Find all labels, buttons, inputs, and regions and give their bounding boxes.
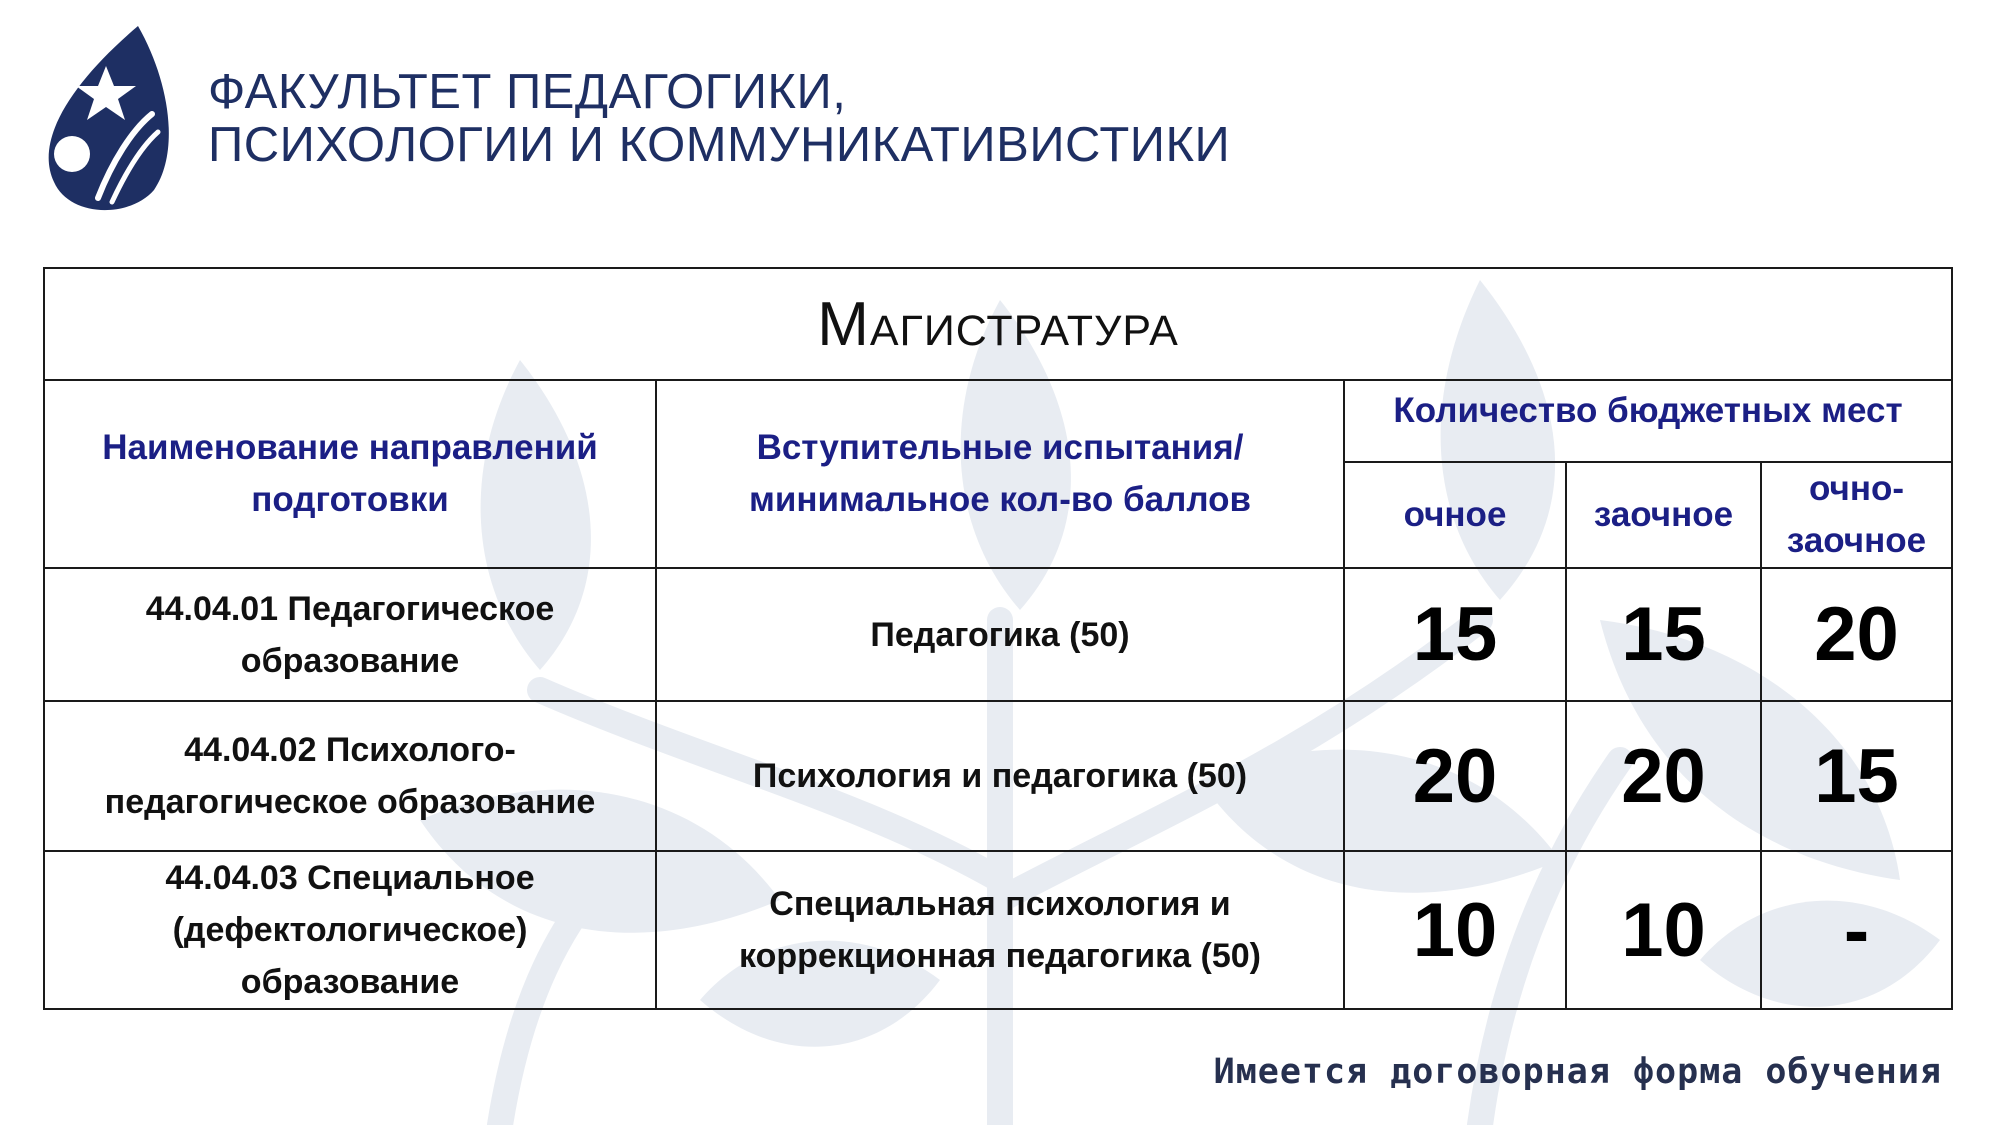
direction-line: (дефектологическое) (172, 911, 528, 949)
exams-cell (656, 851, 1344, 1009)
column-header-exams (656, 380, 1344, 568)
column-header-part-time (1566, 462, 1761, 568)
table-heading-cell (44, 268, 1952, 380)
mixed-seats: - (1761, 851, 1952, 1009)
faculty-title-line-2: ПСИХОЛОГИИ И КОММУНИКАТИВИСТИКИ (208, 118, 1231, 172)
column-header-part-time-label: заочное (1593, 495, 1734, 534)
column-header-exams-line-2: минимальное кол-во баллов (748, 480, 1251, 519)
column-header-budget-label: Количество бюджетных мест (1393, 391, 1903, 430)
table-row (44, 851, 1952, 1009)
faculty-title-line-1: ФАКУЛЬТЕТ ПЕДАГОГИКИ, (208, 65, 847, 119)
admission-table (43, 267, 1953, 1010)
full-time-seats: 15 (1344, 568, 1566, 701)
exams-line: Психология и педагогика (50) (752, 757, 1248, 795)
contract-form-note: Имеется договорная форма обучения (1213, 1052, 1942, 1092)
part-time-seats: 15 (1566, 568, 1761, 701)
full-time-seats: 20 (1344, 701, 1566, 851)
direction-cell (44, 701, 656, 851)
column-header-exams-line-1: Вступительные испытания/ (756, 428, 1244, 467)
table-row (44, 701, 1952, 851)
direction-line: 44.04.02 Психолого- (184, 731, 516, 769)
faculty-title (208, 66, 1230, 172)
column-header-full-time (1344, 462, 1566, 568)
column-header-budget (1344, 380, 1952, 462)
table-row (44, 568, 1952, 701)
direction-line: педагогическое образование (104, 783, 596, 821)
direction-line: образование (240, 963, 460, 1001)
exams-line: коррекционная педагогика (50) (739, 937, 1261, 975)
part-time-seats: 20 (1566, 701, 1761, 851)
direction-line: 44.04.03 Специальное (165, 859, 535, 897)
column-header-mixed (1761, 462, 1952, 568)
exams-line: Специальная психология и (769, 885, 1231, 923)
column-header-full-time-label: очное (1403, 495, 1507, 534)
column-header-direction-line-2: подготовки (251, 480, 449, 519)
direction-cell (44, 851, 656, 1009)
full-time-seats: 10 (1344, 851, 1566, 1009)
column-header-mixed-line-2: заочное (1786, 521, 1927, 560)
direction-line: 44.04.01 Педагогическое (145, 589, 555, 628)
direction-line: образование (240, 641, 460, 680)
column-header-direction-line-1: Наименование направлений (102, 428, 598, 467)
direction-cell (44, 568, 656, 701)
column-header-direction (44, 380, 656, 568)
part-time-seats: 10 (1566, 851, 1761, 1009)
exams-line: Педагогика (50) (870, 615, 1130, 654)
column-header-mixed-line-1: очно- (1809, 469, 1905, 508)
exams-cell (656, 568, 1344, 701)
mixed-seats: 20 (1761, 568, 1952, 701)
faculty-logo (42, 22, 174, 212)
table-heading: Магистратура (817, 289, 1179, 359)
exams-cell (656, 701, 1344, 851)
mixed-seats: 15 (1761, 701, 1952, 851)
